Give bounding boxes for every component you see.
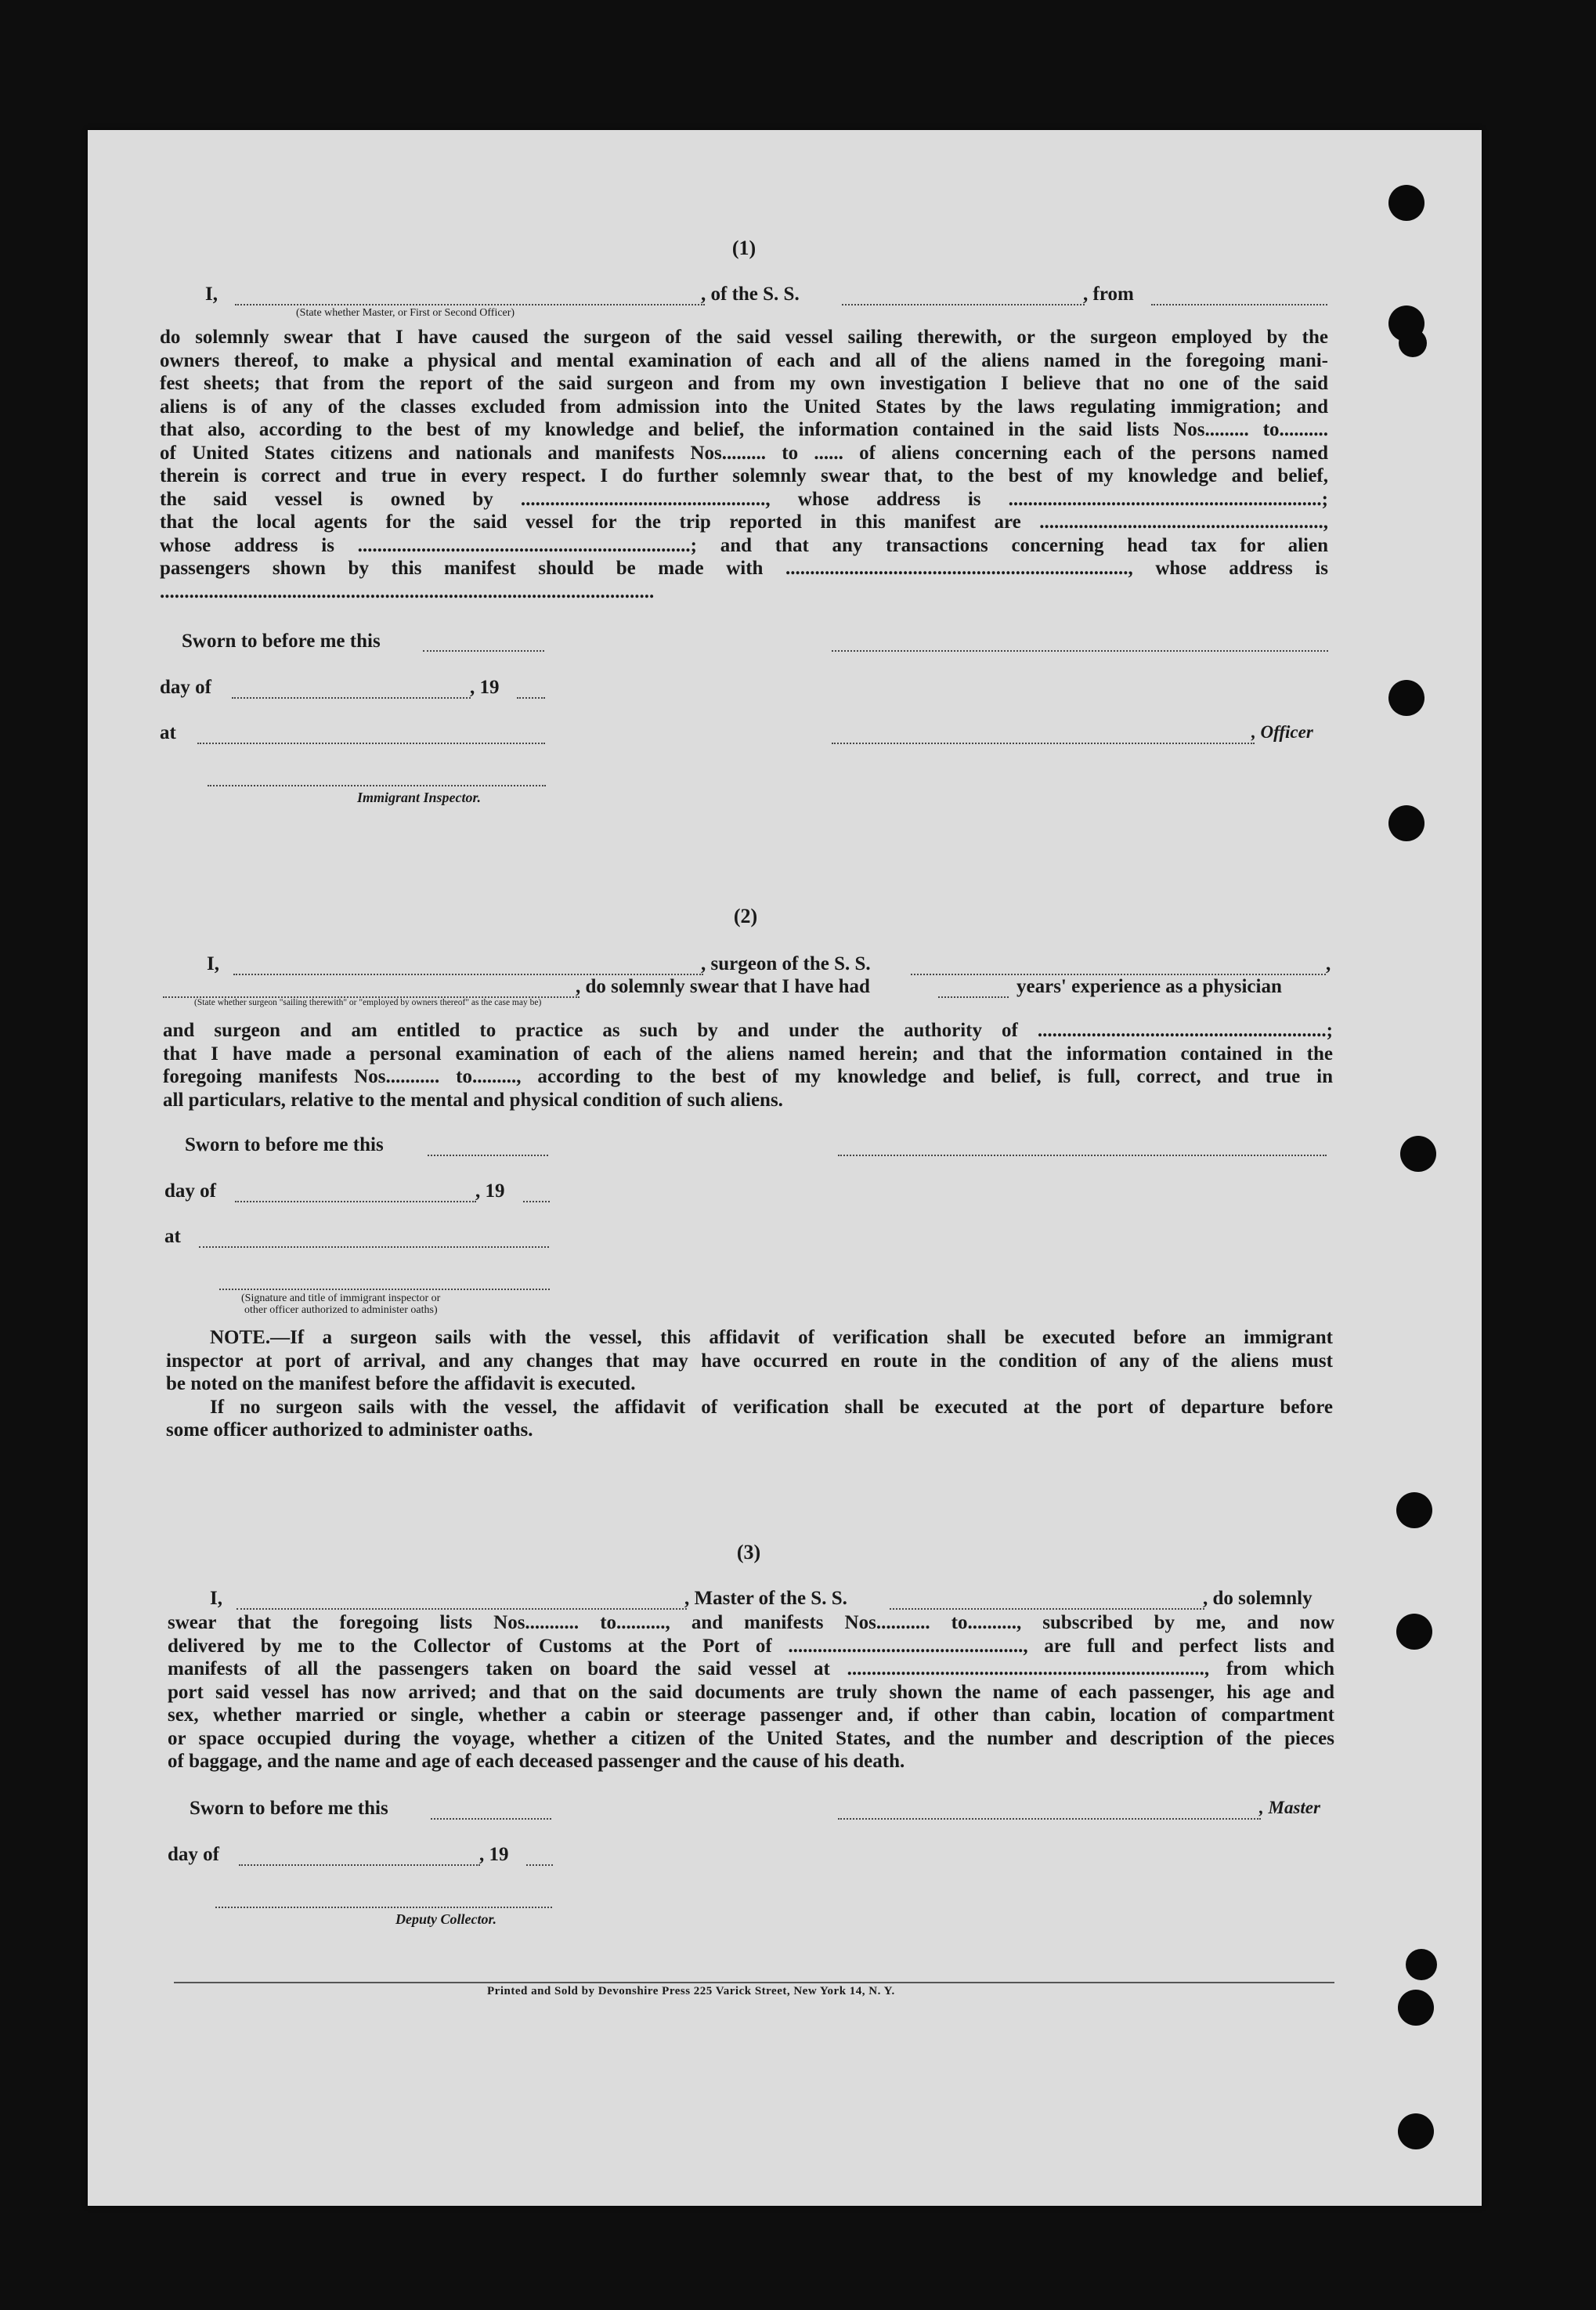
printer-credit: Printed and Sold by Devonshire Press 225 Varick Street, New York 14, N. Y. [487, 1985, 895, 1997]
sworn-label: Sworn to before me this [190, 1798, 388, 1819]
punch-hole [1400, 1136, 1436, 1172]
day-of-label: day of [164, 1180, 216, 1202]
text-line: aliens is of any of the classes excluded from admission into the United States by the laws regulating immigration; and [160, 396, 1328, 418]
master-label: , Master [1259, 1798, 1320, 1817]
text-line: passengers shown by this manifest should be made with ......................................................................, whose address is [160, 558, 1328, 579]
at-field[interactable] [197, 743, 545, 744]
text-line: or space occupied during the voyage, whether a citizen of the United States, and the number and description of the pieces [168, 1727, 1334, 1749]
inspector-signature-field[interactable] [219, 1289, 550, 1290]
years-field[interactable] [938, 996, 1009, 998]
text-line: ..................................................................................................... [160, 580, 655, 602]
name-field[interactable] [235, 304, 705, 305]
vessel-field[interactable] [911, 974, 1326, 975]
sworn-label: Sworn to before me this [185, 1134, 384, 1155]
year-field[interactable] [523, 1201, 550, 1202]
footer-rule [174, 1982, 1334, 1983]
comma-label: , [1326, 953, 1331, 974]
master-name-field[interactable] [237, 1608, 687, 1610]
at-label: at [164, 1226, 181, 1247]
day-field[interactable] [239, 1864, 480, 1866]
year-label: , 19 [470, 677, 500, 698]
signature-caption: (Signature and title of immigrant inspector or [241, 1292, 441, 1304]
signature-field[interactable] [838, 1155, 1327, 1156]
years-label: years' experience as a physician [1016, 976, 1282, 997]
text-line: manifests of all the passengers taken on board the said vessel at ........................................................................., from which [168, 1658, 1334, 1679]
text-line: swear that the foregoing lists Nos........... to.........., and manifests Nos........... to.........., subscribed by me, and now [168, 1612, 1334, 1633]
inspector-signature-field[interactable] [208, 785, 546, 786]
of-ss-label: , of the S. S. [701, 284, 800, 305]
punch-hole [1388, 805, 1424, 841]
from-label: , from [1083, 284, 1134, 305]
text-line: owners thereof, to make a physical and mental examination of each and all of the aliens named in the foregoing mani- [160, 349, 1328, 371]
text-line: that the local agents for the said vessel for the trip reported in this manifest are .........................................................., [160, 512, 1328, 533]
day-of-label: day of [168, 1844, 219, 1865]
text-line: sex, whether married or single, whether a cabin or steerage passenger and, if other than cabin, location of compartment [168, 1704, 1334, 1726]
day-of-label: day of [160, 677, 211, 698]
text-line: foregoing manifests Nos........... to........., according to the best of my knowledge and belief, is full, correct, and true in [163, 1066, 1333, 1087]
note-line: NOTE.—If a surgeon sails with the vessel, this affidavit of verification shall be executed before an immigrant [210, 1327, 1333, 1348]
text-line: therein is correct and true in every respect. I do further solemnly swear that, to the best of my knowledge and belief, [160, 465, 1328, 486]
state-note: (State whether surgeon "sailing therewith" or "employed by owners thereof" as the case may be) [194, 998, 542, 1007]
sworn-date-field[interactable] [428, 1155, 548, 1156]
at-label: at [160, 722, 176, 743]
punch-hole [1388, 680, 1424, 716]
vessel-field[interactable] [842, 304, 1085, 305]
solemnly-label: , do solemnly [1203, 1588, 1313, 1609]
i-label: I, [207, 953, 219, 974]
text-line: of baggage, and the name and age of each deceased passenger and the cause of his death. [168, 1751, 905, 1772]
note-line: inspector at port of arrival, and any changes that may have occurred en route in the condition of any of the aliens must [166, 1350, 1333, 1372]
punch-hole [1399, 329, 1427, 357]
i-label: I, [210, 1588, 222, 1609]
section3-body [168, 1611, 1334, 1773]
year-field[interactable] [517, 697, 545, 699]
text-line: do solemnly swear that I have caused the surgeon of the said vessel sailing therewith, or the surgeon employed by the [160, 327, 1328, 348]
text-line: that I have made a personal examination of each of the aliens named herein; and that the information contained in the [163, 1043, 1333, 1065]
inspector-caption: Immigrant Inspector. [357, 790, 482, 805]
sworn-date-field[interactable] [431, 1818, 551, 1820]
punch-hole [1396, 1492, 1432, 1528]
punch-hole [1398, 1990, 1434, 2026]
section-number: (3) [736, 1541, 761, 1563]
note-line: If no surgeon sails with the vessel, the affidavit of verification shall be executed at the port of departure before [210, 1396, 1333, 1418]
punch-hole [1388, 185, 1424, 221]
deputy-caption: Deputy Collector. [395, 1911, 496, 1927]
section-number: (2) [733, 905, 758, 927]
punch-hole [1396, 1614, 1432, 1650]
text-line: all particulars, relative to the mental and physical condition of such aliens. [163, 1089, 783, 1111]
text-line: delivered by me to the Collector of Customs at the Port of ................................................, are full and perfect lists and [168, 1635, 1334, 1657]
note-block [166, 1326, 1333, 1442]
text-line: whose address is ....................................................................; and that any transactions concerning head tax for alien [160, 534, 1328, 556]
text-line: the said vessel is owned by .................................................., whose address is ................................................................; [160, 488, 1328, 510]
year-label: , 19 [475, 1180, 505, 1202]
text-line: and surgeon and am entitled to practice as such by and under the authority of ...........................................................; [163, 1020, 1333, 1041]
day-field[interactable] [232, 697, 471, 699]
year-label: , 19 [479, 1844, 509, 1865]
note-line: some officer authorized to administer oaths. [166, 1419, 533, 1441]
sworn-date-field[interactable] [423, 650, 544, 652]
note-line: be noted on the manifest before the affidavit is executed. [166, 1373, 636, 1394]
section1-body [160, 326, 1328, 603]
surgeon-ss-label: , surgeon of the S. S. [701, 953, 871, 974]
year-field[interactable] [526, 1864, 553, 1866]
sworn-label: Sworn to before me this [182, 631, 381, 652]
officer-signature-field[interactable] [832, 743, 1255, 744]
at-field[interactable] [199, 1246, 549, 1248]
text-line: fest sheets; that from the report of the said surgeon and from my own investigation I believe that no one of the said [160, 373, 1328, 394]
signature-field[interactable] [832, 650, 1328, 652]
state-note: (State whether Master, or First or Second Officer) [296, 307, 515, 319]
swear-label: , do solemnly swear that I have had [576, 976, 870, 997]
from-field[interactable] [1151, 304, 1327, 305]
vessel-field[interactable] [890, 1608, 1204, 1610]
i-label: I, [205, 284, 218, 305]
section-number: (1) [731, 237, 756, 259]
master-signature-field[interactable] [838, 1818, 1261, 1820]
text-line: that also, according to the best of my knowledge and belief, the information contained in the said lists Nos......... to.......... [160, 419, 1328, 440]
punch-hole [1398, 2113, 1434, 2149]
section2-body [163, 1019, 1333, 1112]
signature-caption: other officer authorized to administer oaths) [244, 1304, 438, 1316]
master-ss-label: , Master of the S. S. [684, 1588, 847, 1609]
deputy-signature-field[interactable] [215, 1907, 552, 1908]
text-line: port said vessel has now arrived; and that on the said documents are truly shown the name of each passenger, his age and [168, 1681, 1334, 1703]
officer-label: , Officer [1251, 722, 1313, 742]
text-line: of United States citizens and nationals and manifests Nos......... to ...... of aliens concerning each of the persons named [160, 442, 1328, 464]
surgeon-name-field[interactable] [233, 974, 703, 975]
day-field[interactable] [235, 1201, 476, 1202]
punch-hole [1406, 1949, 1437, 1980]
